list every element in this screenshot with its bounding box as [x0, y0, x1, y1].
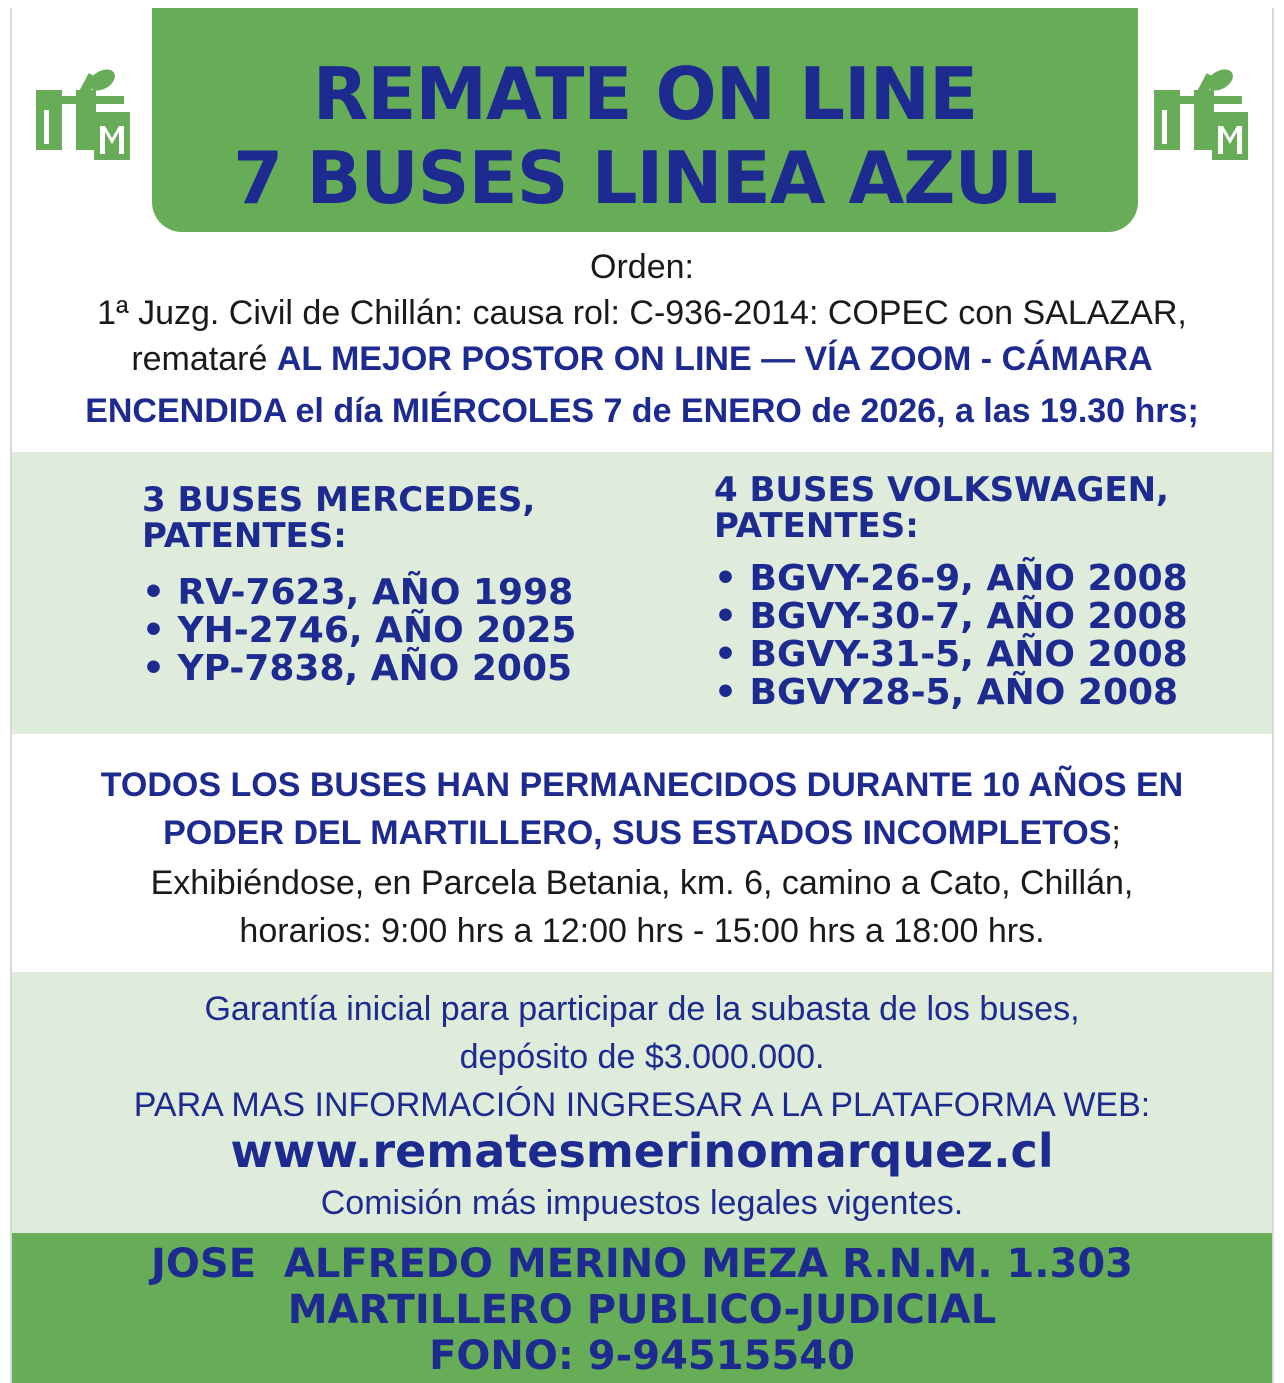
auction-prefix: remataré: [131, 340, 277, 378]
list-item: • BGVY-31-5, AÑO 2008: [714, 636, 1188, 674]
mercedes-heading-2: PATENTES:: [142, 516, 347, 556]
guarantee-line-3: PARA MAS INFORMACIÓN INGRESAR A LA PLATAFORMA WEB:: [133, 1086, 1151, 1124]
notice-line-4: horarios: 9:00 hrs a 12:00 hrs - 15:00 hrs a 18:00 hrs.: [239, 912, 1045, 950]
notice-line-1: TODOS LOS BUSES HAN PERMANECIDOS DURANTE 10 AÑOS EN: [100, 766, 1184, 804]
order-label: Orden:: [590, 248, 694, 286]
footer-line-3: FONO: 9-94515540: [429, 1333, 855, 1379]
volkswagen-list: [714, 560, 1188, 712]
auction-highlight-2: ENCENDIDA el día MIÉRCOLES 7 de ENERO de 2026, a las 19.30 hrs;: [85, 392, 1199, 430]
list-item: • BGVY28-5, AÑO 2008: [714, 674, 1188, 712]
auction-line-2: [12, 394, 1272, 428]
notice-line-2: [12, 816, 1272, 850]
notice-line-2-text: PODER DEL MARTILLERO, SUS ESTADOS INCOMPLETOS: [163, 814, 1112, 852]
guarantee-line-5: Comisión más impuestos legales vigentes.: [320, 1184, 964, 1222]
title-line-2: 7 BUSES LINEA AZUL: [233, 136, 1057, 220]
list-item: • YH-2746, AÑO 2025: [142, 612, 576, 650]
notice-line-3: Exhibiéndose, en Parcela Betania, km. 6, camino a Cato, Chillán,: [150, 864, 1134, 902]
notice-line-2-suffix: ;: [1111, 814, 1121, 852]
mercedes-list: [142, 574, 576, 688]
auction-line-1: [12, 342, 1272, 376]
guarantee-line-2: depósito de $3.000.000.: [459, 1038, 825, 1076]
auction-highlight-1: AL MEJOR POSTOR ON LINE — VÍA ZOOM - CÁMARA: [276, 340, 1153, 378]
title-line-1: REMATE ON LINE: [312, 52, 978, 136]
volkswagen-heading-1: 4 BUSES VOLKSWAGEN,: [714, 470, 1169, 510]
footer-line-2: MARTILLERO PUBLICO-JUDICIAL: [287, 1287, 997, 1333]
mm-hammer-logo-icon: [1150, 68, 1250, 164]
list-item: • BGVY-30-7, AÑO 2008: [714, 598, 1188, 636]
list-item: • BGVY-26-9, AÑO 2008: [714, 560, 1188, 598]
website-link[interactable]: www.rematesmerinomarquez.cl: [230, 1124, 1054, 1178]
volkswagen-heading-2: PATENTES:: [714, 506, 919, 546]
mm-hammer-logo-icon: [32, 68, 132, 164]
list-item: • YP-7838, AÑO 2005: [142, 650, 576, 688]
list-item: • RV-7623, AÑO 1998: [142, 574, 576, 612]
footer-line-1: JOSE ALFREDO MERINO MEZA R.N.M. 1.303: [151, 1241, 1133, 1287]
mercedes-heading-1: 3 BUSES MERCEDES,: [142, 480, 536, 520]
guarantee-line-1: Garantía inicial para participar de la subasta de los buses,: [204, 990, 1080, 1028]
court-line: 1ª Juzg. Civil de Chillán: causa rol: C-936-2014: COPEC con SALAZAR,: [97, 294, 1187, 332]
